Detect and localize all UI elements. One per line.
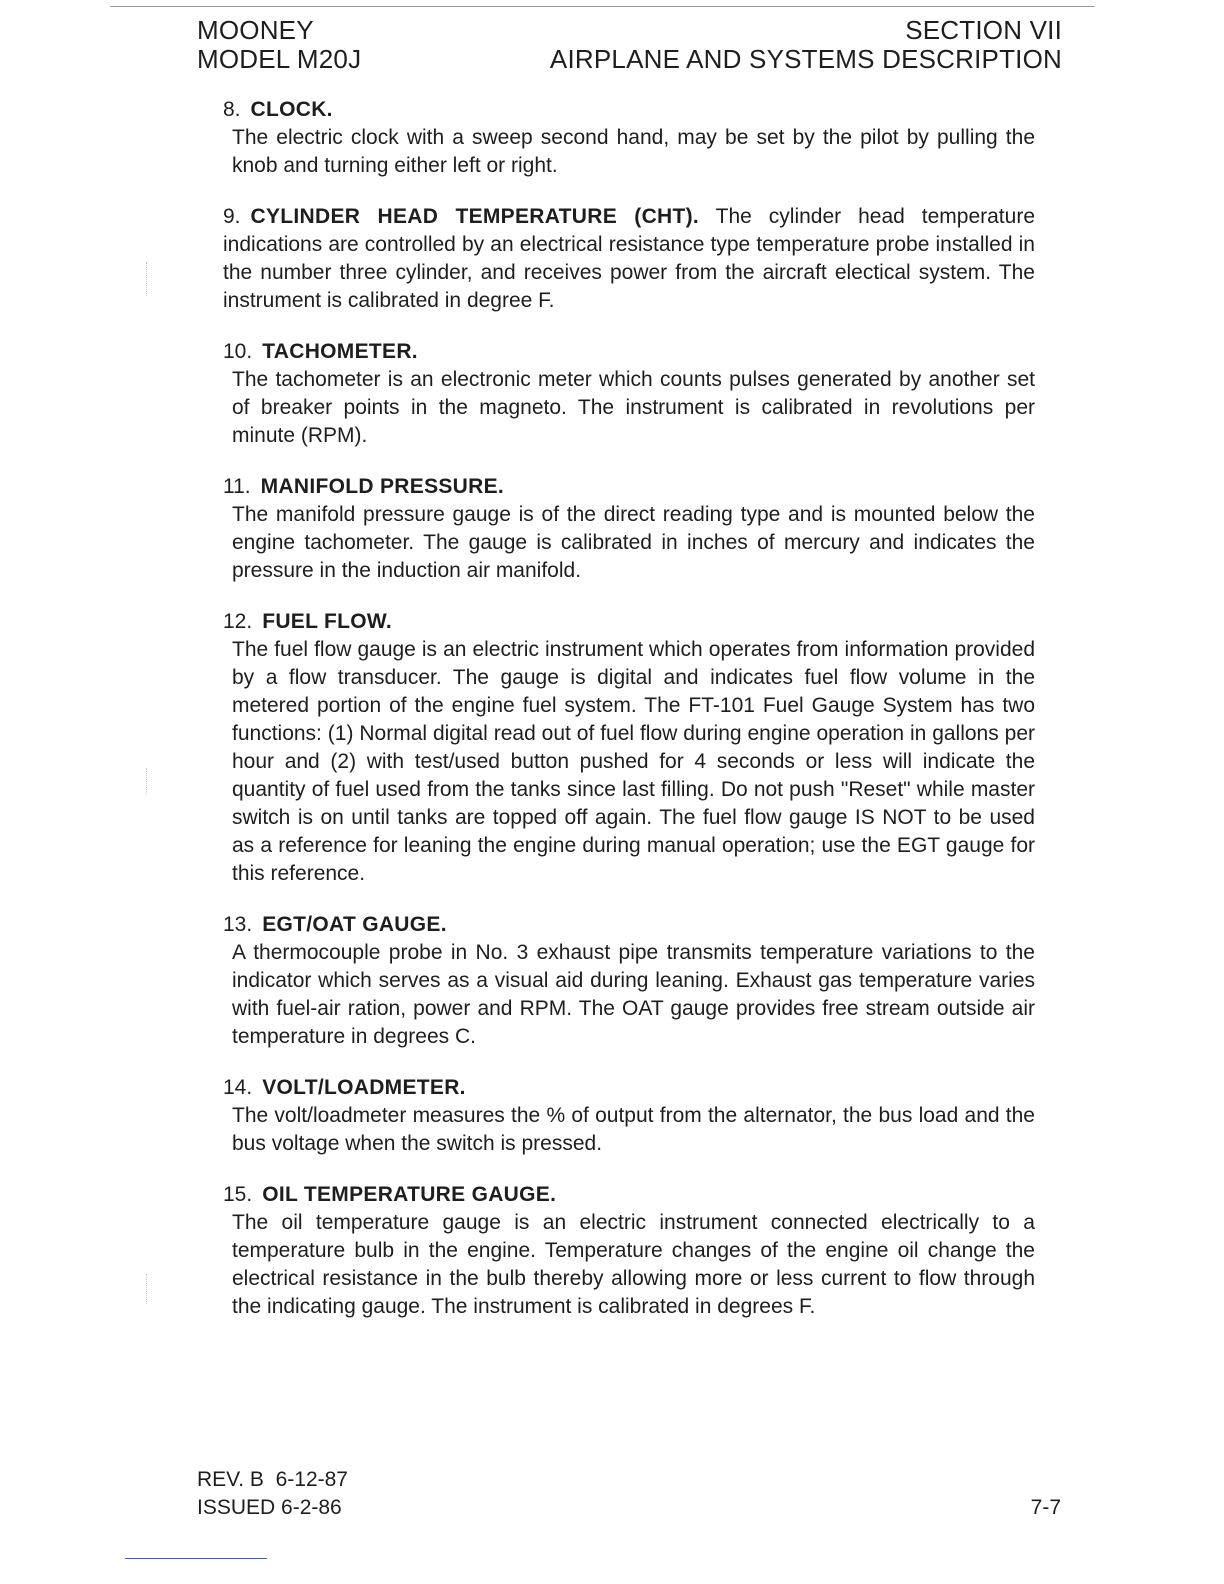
section-heading (223, 96, 1035, 124)
section-text: The oil temperature gauge is an electric instrument connected electrically to a temperature bulb in the engine. Temperature changes of the engine oil change the electrical resistance in the bulb thereby allowing more or less current to flow through the indicating gauge. The instrument is calibrated in degrees F. (232, 1211, 1035, 1318)
section-number: 10. (223, 340, 253, 363)
section-number: 12. (223, 610, 253, 633)
page-header (197, 16, 1062, 80)
section-number: 13. (223, 913, 253, 936)
section-text: The cylinder head temperature indications are controlled by an electrical resistance type temperature probe installed in the number three cylinder, and receives power from the aircraft electical system. The instrument is calibrated in degree F. (223, 205, 1035, 312)
document-body (223, 96, 1035, 1344)
header-section-title: AIRPLANE AND SYSTEMS DESCRIPTION (549, 44, 1062, 74)
scan-mark (146, 1274, 147, 1304)
footer-issued: ISSUED 6-2-86 (197, 1496, 342, 1519)
section-heading (223, 1181, 1035, 1209)
section-clock (223, 96, 1035, 180)
section-text: A thermocouple probe in No. 3 exhaust pipe transmits temperature variations to the indicator which serves as a visual aid during leaning. Exhaust gas temperature varies with fuel-air ration, power and RPM. The OAT gauge provides free stream outside air temperature in degrees C. (232, 941, 1035, 1048)
section-cht (223, 203, 1035, 315)
section-title: FUEL FLOW. (262, 610, 392, 633)
bottom-rule (125, 1558, 267, 1559)
page-number: 7-7 (1030, 1496, 1061, 1519)
section-title: CYLINDER HEAD TEMPERATURE (CHT). (250, 205, 700, 228)
section-number: 14. (223, 1076, 253, 1099)
section-heading (223, 338, 1035, 366)
header-left (197, 16, 361, 74)
section-title: CLOCK. (250, 98, 333, 121)
header-model: MODEL M20J (197, 44, 362, 74)
section-paragraph (223, 203, 1035, 315)
scan-mark (146, 768, 147, 794)
section-manifold-pressure (223, 473, 1035, 585)
header-manufacturer: MOONEY (197, 15, 314, 45)
section-title: OIL TEMPERATURE GAUGE. (262, 1183, 557, 1206)
section-heading (223, 911, 1035, 939)
section-heading (223, 608, 1035, 636)
section-oil-temperature-gauge (223, 1181, 1035, 1321)
section-heading (223, 1074, 1035, 1102)
section-title: MANIFOLD PRESSURE. (260, 475, 505, 498)
section-volt-loadmeter (223, 1074, 1035, 1158)
section-text: The tachometer is an electronic meter which counts pulses generated by another set of breaker points in the magneto. The instrument is calibrated in revolutions per minute (RPM). (232, 368, 1035, 447)
section-text: The manifold pressure gauge is of the direct reading type and is mounted below the engine tachometer. The gauge is calibrated in inches of mercury and indicates the pressure in the induction air manifold. (232, 503, 1035, 582)
section-fuel-flow (223, 608, 1035, 888)
header-right (550, 16, 1062, 74)
section-text: The electric clock with a sweep second hand, may be set by the pilot by pulling the knob and turning either left or right. (232, 126, 1035, 177)
section-number: 8. (223, 98, 241, 121)
section-egt-oat-gauge (223, 911, 1035, 1051)
section-title: EGT/OAT GAUGE. (262, 913, 447, 936)
footer-revision: REV. B 6-12-87 (197, 1468, 348, 1491)
section-number: 9. (223, 205, 241, 228)
section-number: 15. (223, 1183, 253, 1206)
section-tachometer (223, 338, 1035, 450)
section-heading (223, 473, 1035, 501)
section-title: TACHOMETER. (262, 340, 418, 363)
section-title: VOLT/LOADMETER. (262, 1076, 466, 1099)
top-rule (110, 6, 1095, 7)
scan-mark (146, 262, 147, 296)
section-text: The volt/loadmeter measures the % of output from the alternator, the bus load and the bus voltage when the switch is pressed. (232, 1104, 1035, 1155)
header-section: SECTION VII (905, 15, 1062, 45)
section-number: 11. (223, 475, 251, 498)
footer-revision-block (197, 1466, 348, 1522)
section-text: The fuel flow gauge is an electric instrument which operates from information provided by a flow transducer. The gauge is digital and indicates fuel flow volume in the metered portion of the engine fuel system. The FT-101 Fuel Gauge System has two functions: (1) Normal digital read out of fuel flow during engine operation in gallons per hour and (2) with test/used button pushed for 4 seconds or less will indicate the quantity of fuel used from the tanks since last filling. Do not push "Reset" while master switch is on until tanks are topped off again. The fuel flow gauge IS NOT to be used as a reference for leaning the engine during manual operation; use the EGT gauge for this reference. (232, 638, 1035, 885)
